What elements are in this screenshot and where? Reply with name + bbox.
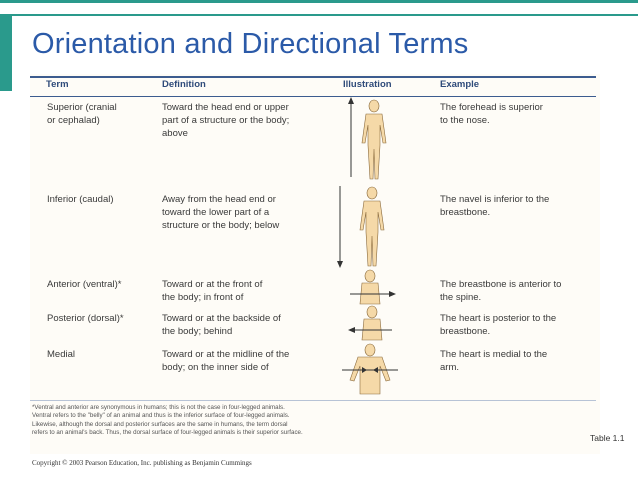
row-superior-term: Superior (cranial or cephalad) [47, 102, 117, 126]
superior-body-illustration [342, 97, 402, 182]
row-anterior-term: Anterior (ventral)* [47, 279, 122, 290]
posterior-torso-illustration [346, 306, 396, 342]
top-frame-line [0, 0, 638, 3]
footnote-divider [30, 400, 596, 401]
table-header-row [30, 76, 596, 97]
row-anterior-definition: Toward or at the front of the body; in front of [162, 279, 263, 303]
table-background [30, 74, 600, 454]
row-posterior-example: The heart is posterior to the breastbone. [440, 313, 557, 337]
row-medial-term: Medial [47, 349, 75, 360]
anterior-torso-illustration [348, 270, 398, 306]
row-posterior-term: Posterior (dorsal)* [47, 313, 124, 324]
header-definition: Definition [162, 79, 206, 90]
table-label: Table 1.1 [590, 433, 625, 443]
header-example: Example [440, 79, 480, 90]
row-superior-example: The forehead is superior to the nose. [440, 102, 543, 126]
row-anterior-example: The breastbone is anterior to the spine. [440, 279, 562, 303]
slide-title: Orientation and Directional Terms [32, 28, 469, 60]
title-frame-line [0, 14, 638, 16]
table-footnote: *Ventral and anterior are synonymous in humans; this is not the case in four-legged animals. Ventral refers to the "belly" of an animal and thus is the inferior surface of four-legged animals. Likewise, although the dorsal and posterior surfaces are the same in humans, the term dorsal refers to an animal's back. Thus, the dorsal surface of four-legged animals is their superior surface. [32, 404, 303, 436]
row-posterior-definition: Toward or at the backside of the body; behind [162, 313, 281, 337]
copyright-notice: Copyright © 2003 Pearson Education, Inc. publishing as Benjamin Cummings [32, 459, 252, 467]
row-medial-example: The heart is medial to the arm. [440, 349, 548, 373]
inferior-body-illustration [328, 184, 388, 269]
header-term: Term [46, 79, 69, 90]
row-inferior-definition: Away from the head end or toward the lower part of a structure or the body; below [162, 194, 280, 231]
accent-bar [0, 14, 12, 91]
medial-torso-illustration [340, 344, 400, 396]
row-inferior-example: The navel is inferior to the breastbone. [440, 194, 550, 218]
header-illustration: Illustration [343, 79, 392, 90]
row-superior-definition: Toward the head end or upper part of a structure or the body; above [162, 102, 290, 139]
row-medial-definition: Toward or at the midline of the body; on the inner side of [162, 349, 290, 373]
row-inferior-term: Inferior (caudal) [47, 194, 114, 205]
